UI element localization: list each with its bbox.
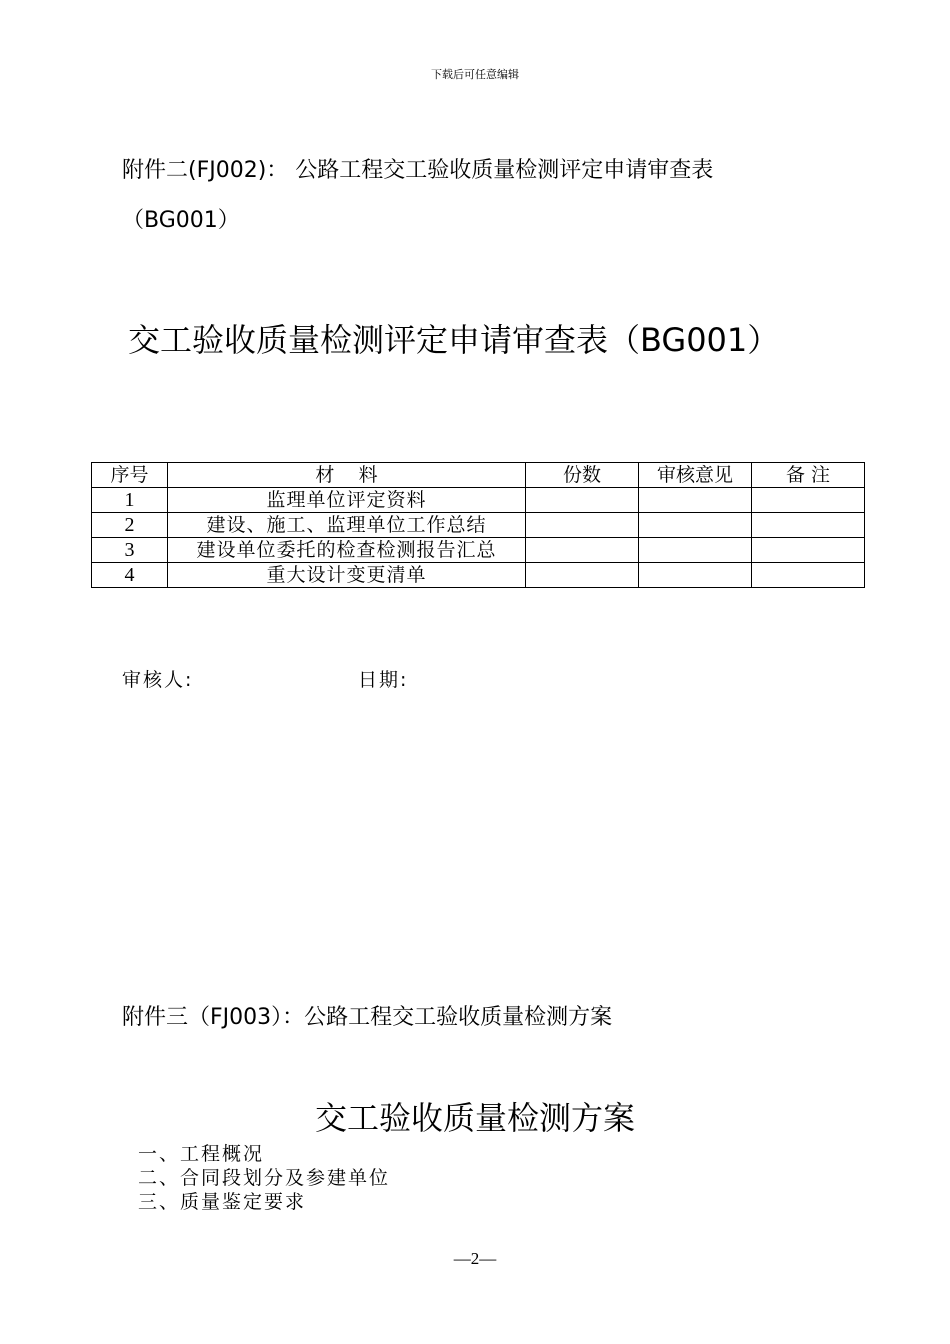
row-opinion[interactable] xyxy=(639,538,752,563)
row-opinion[interactable] xyxy=(639,563,752,588)
table-row xyxy=(92,488,865,513)
row-remark[interactable] xyxy=(752,563,865,588)
row-copies[interactable] xyxy=(526,538,639,563)
header-remark: 备 注 xyxy=(752,463,865,488)
row-copies[interactable] xyxy=(526,563,639,588)
row-seq: 4 xyxy=(92,563,168,588)
plan-title: 交工验收质量检测方案 xyxy=(314,1099,635,1137)
outline-item: 一、工程概况 xyxy=(138,1143,265,1165)
row-material: 重大设计变更清单 xyxy=(168,563,526,588)
row-material: 建设单位委托的检查检测报告汇总 xyxy=(168,538,526,563)
annex2-heading: 附件二(FJ002)： 公路工程交工验收质量检测评定申请审查表 xyxy=(122,158,714,183)
annex3-heading: 附件三（FJ003）：公路工程交工验收质量检测方案 xyxy=(122,1005,613,1030)
header-copies: 份数 xyxy=(526,463,639,488)
row-copies[interactable] xyxy=(526,488,639,513)
header-opinion: 审核意见 xyxy=(639,463,752,488)
row-opinion[interactable] xyxy=(639,488,752,513)
page-number: —2— xyxy=(453,1249,497,1268)
header-seq: 序号 xyxy=(92,463,168,488)
reviewer-label: 审核人: xyxy=(122,669,194,691)
outline-item: 二、合同段划分及参建单位 xyxy=(138,1167,391,1189)
date-label: 日期: xyxy=(358,669,409,691)
row-opinion[interactable] xyxy=(639,513,752,538)
row-remark[interactable] xyxy=(752,538,865,563)
review-table-container xyxy=(91,462,864,588)
header-material: 材 料 xyxy=(168,463,526,488)
table-row xyxy=(92,563,865,588)
outline-item: 三、质量鉴定要求 xyxy=(138,1191,307,1213)
header-note: 下载后可任意编辑 xyxy=(431,68,519,81)
review-table xyxy=(91,462,865,588)
table-row xyxy=(92,538,865,563)
annex2-heading-code: （BG001） xyxy=(122,208,240,233)
row-material: 建设、施工、监理单位工作总结 xyxy=(168,513,526,538)
row-copies[interactable] xyxy=(526,513,639,538)
table-header-row xyxy=(92,463,865,488)
row-seq: 2 xyxy=(92,513,168,538)
row-seq: 3 xyxy=(92,538,168,563)
row-material: 监理单位评定资料 xyxy=(168,488,526,513)
row-seq: 1 xyxy=(92,488,168,513)
table-row xyxy=(92,513,865,538)
row-remark[interactable] xyxy=(752,513,865,538)
row-remark[interactable] xyxy=(752,488,865,513)
form-title: 交工验收质量检测评定申请审查表（BG001） xyxy=(128,321,780,359)
